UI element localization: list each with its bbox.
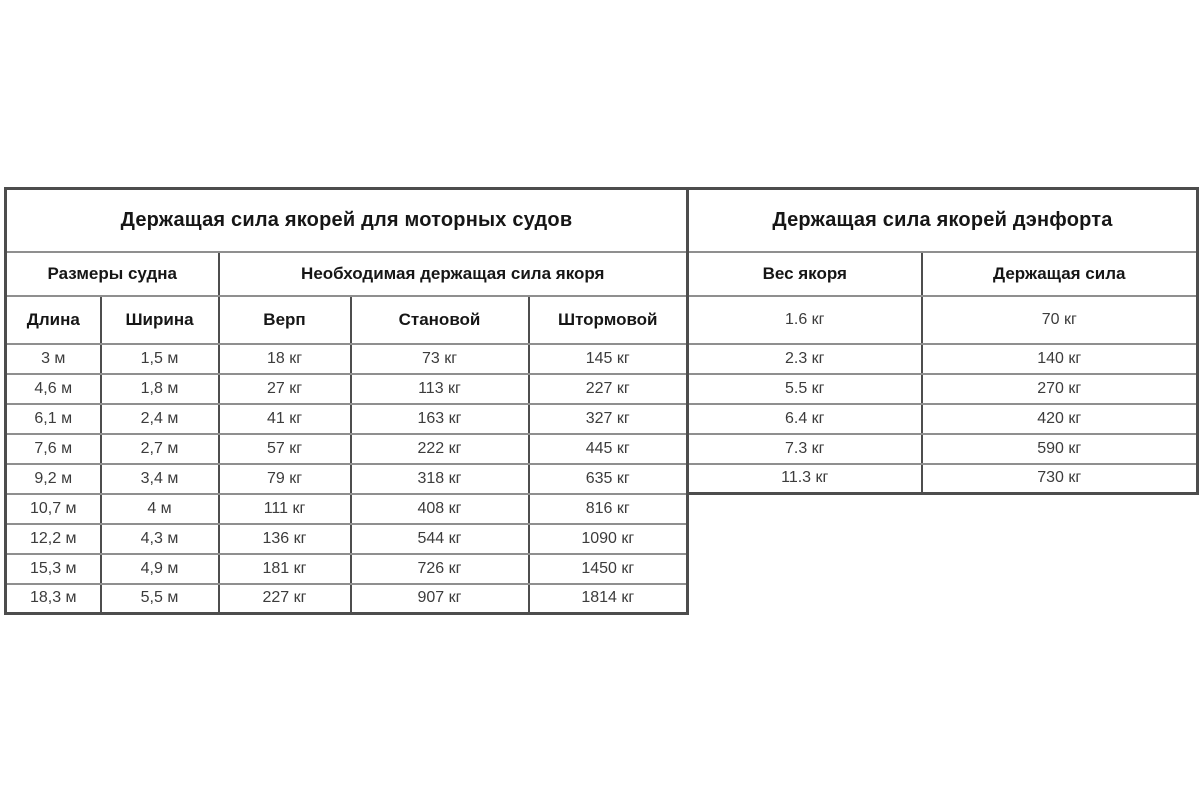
table-row xyxy=(688,464,1198,494)
table-row xyxy=(6,434,688,464)
column-header-anchor-weight: Вес якоря xyxy=(688,252,922,296)
table-cell: 2,4 м xyxy=(101,404,219,434)
table-cell: 6.4 кг xyxy=(688,404,922,434)
table-cell: 57 кг xyxy=(219,434,351,464)
table-cell: 1450 кг xyxy=(529,554,688,584)
table-cell: 136 кг xyxy=(219,524,351,554)
table-cell: 6,1 м xyxy=(6,404,101,434)
table-cell: 15,3 м xyxy=(6,554,101,584)
table-cell: 5,5 м xyxy=(101,584,219,614)
group-header-ship-size: Размеры судна xyxy=(6,252,219,296)
table-cell: 3,4 м xyxy=(101,464,219,494)
table-cell: 1,5 м xyxy=(101,344,219,374)
column-header-length: Длина xyxy=(6,296,101,344)
table-cell: 79 кг xyxy=(219,464,351,494)
table-cell: 1090 кг xyxy=(529,524,688,554)
table-row xyxy=(6,374,688,404)
column-header-holding-force: Держащая сила xyxy=(922,252,1198,296)
table-row xyxy=(6,494,688,524)
table-cell: 544 кг xyxy=(351,524,529,554)
table-row xyxy=(688,252,1198,296)
table-cell: 726 кг xyxy=(351,554,529,584)
motor-boats-table-body xyxy=(6,344,688,614)
danforth-anchor-table xyxy=(686,187,1199,495)
table-cell: 140 кг xyxy=(922,344,1198,374)
table-cell: 816 кг xyxy=(529,494,688,524)
table-cell: 227 кг xyxy=(529,374,688,404)
table-row xyxy=(6,189,688,252)
table-cell: 4,3 м xyxy=(101,524,219,554)
table-row xyxy=(6,584,688,614)
table-row xyxy=(688,189,1198,252)
table-cell: 5.5 кг xyxy=(688,374,922,404)
table-cell: 2.3 кг xyxy=(688,344,922,374)
table-cell: 318 кг xyxy=(351,464,529,494)
table-cell: 73 кг xyxy=(351,344,529,374)
table-cell: 327 кг xyxy=(529,404,688,434)
table-cell: 18,3 м xyxy=(6,584,101,614)
danforth-table-header xyxy=(688,189,1198,296)
motor-boats-table-header xyxy=(6,189,688,344)
table-cell: 18 кг xyxy=(219,344,351,374)
table-row xyxy=(688,404,1198,434)
table-cell: 181 кг xyxy=(219,554,351,584)
column-header-storm: Штормовой xyxy=(529,296,688,344)
group-header-required-force: Необходимая держащая сила якоря xyxy=(219,252,688,296)
anchor-tables xyxy=(4,187,1199,615)
table-row xyxy=(688,434,1198,464)
table-cell: 227 кг xyxy=(219,584,351,614)
table-cell: 145 кг xyxy=(529,344,688,374)
table-cell: 111 кг xyxy=(219,494,351,524)
table-cell: 1814 кг xyxy=(529,584,688,614)
table-row xyxy=(688,296,1198,344)
table-cell: 4,6 м xyxy=(6,374,101,404)
table-cell: 163 кг xyxy=(351,404,529,434)
table-row xyxy=(6,252,688,296)
table-cell: 11.3 кг xyxy=(688,464,922,494)
table-cell: 41 кг xyxy=(219,404,351,434)
table-cell: 10,7 м xyxy=(6,494,101,524)
table-cell: 2,7 м xyxy=(101,434,219,464)
column-header-width: Ширина xyxy=(101,296,219,344)
table-row xyxy=(6,554,688,584)
table-row xyxy=(688,344,1198,374)
table-cell: 9,2 м xyxy=(6,464,101,494)
table-cell: 1.6 кг xyxy=(688,296,922,344)
table-cell: 7,6 м xyxy=(6,434,101,464)
column-header-kedge: Верп xyxy=(219,296,351,344)
table-cell: 7.3 кг xyxy=(688,434,922,464)
table-cell: 1,8 м xyxy=(101,374,219,404)
table-cell: 420 кг xyxy=(922,404,1198,434)
danforth-table-body xyxy=(688,296,1198,494)
table-row xyxy=(6,464,688,494)
table-row xyxy=(6,344,688,374)
motor-boats-table-title: Держащая сила якорей для моторных судов xyxy=(6,189,688,252)
table-cell: 270 кг xyxy=(922,374,1198,404)
table-cell: 635 кг xyxy=(529,464,688,494)
table-cell: 12,2 м xyxy=(6,524,101,554)
motor-boats-anchor-table xyxy=(4,187,689,615)
table-cell: 445 кг xyxy=(529,434,688,464)
table-row xyxy=(6,296,688,344)
table-row xyxy=(6,524,688,554)
table-row xyxy=(688,374,1198,404)
column-header-bower: Становой xyxy=(351,296,529,344)
table-cell: 4,9 м xyxy=(101,554,219,584)
table-cell: 590 кг xyxy=(922,434,1198,464)
table-cell: 27 кг xyxy=(219,374,351,404)
table-cell: 730 кг xyxy=(922,464,1198,494)
table-cell: 222 кг xyxy=(351,434,529,464)
danforth-table-title: Держащая сила якорей дэнфорта xyxy=(688,189,1198,252)
table-row xyxy=(6,404,688,434)
table-cell: 907 кг xyxy=(351,584,529,614)
table-cell: 3 м xyxy=(6,344,101,374)
table-cell: 113 кг xyxy=(351,374,529,404)
table-cell: 4 м xyxy=(101,494,219,524)
table-cell: 408 кг xyxy=(351,494,529,524)
table-cell: 70 кг xyxy=(922,296,1198,344)
